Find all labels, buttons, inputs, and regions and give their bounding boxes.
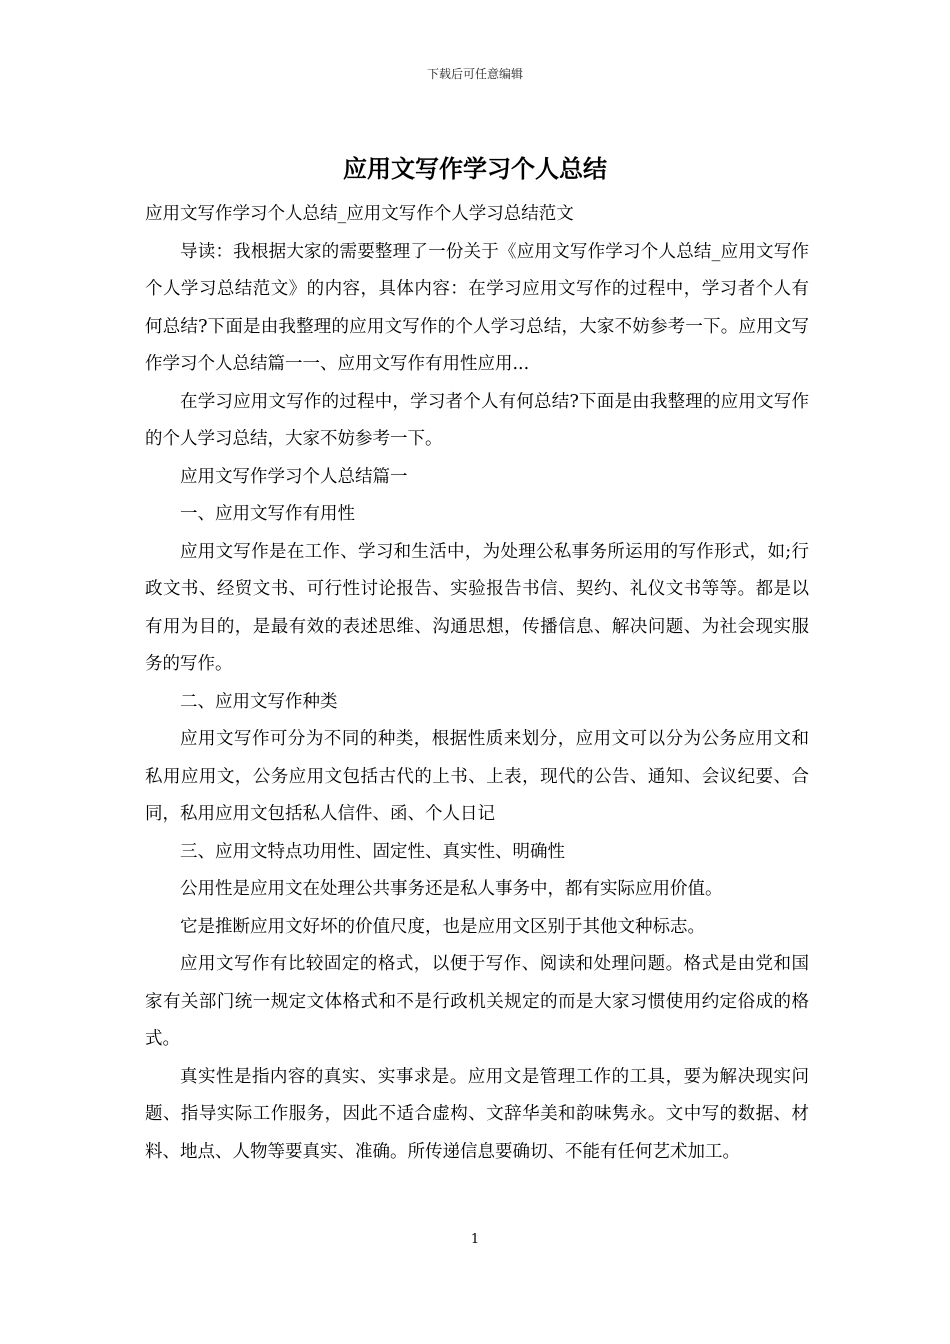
body-paragraph: 二、应用文写作种类	[180, 691, 338, 712]
header-note: 下载后可任意编辑	[426, 67, 523, 81]
document-body	[145, 196, 809, 1171]
body-paragraph: 应用文写作有比较固定的格式，以便于写作、阅读和处理问题。格式是由党和国家有关部门统一规定文体格式和不是行政机关规定的而是大家习惯使用约定俗成的格式。	[145, 954, 809, 1049]
body-paragraph: 应用文写作可分为不同的种类，根据性质来划分，应用文可以分为公务应用文和私用应用文，公务应用文包括古代的上书、上表，现代的公告、通知、会议纪要、合同，私用应用文包括私人信件、函、个人日记	[145, 729, 809, 824]
body-paragraph: 一、应用文写作有用性	[180, 504, 355, 524]
body-paragraph: 三、应用文特点功用性、固定性、真实性、明确性	[180, 841, 565, 862]
body-paragraph: 导读：我根据大家的需要整理了一份关于《应用文写作学习个人总结_应用文写作个人学习总结范文》的内容，具体内容：在学习应用文写作的过程中，学习者个人有何总结?下面是由我整理的应用文写作的个人学习总结，大家不妨参考一下。应用文写作学习个人总结篇一一、应用文写作有用性应用...	[145, 241, 809, 374]
body-paragraph: 应用文写作学习个人总结篇一	[180, 466, 408, 487]
body-paragraph: 公用性是应用文在处理公共事务还是私人事务中，都有实际应用价值。	[180, 879, 723, 899]
document-title: 应用文写作学习个人总结	[343, 154, 607, 183]
body-paragraph: 应用文写作学习个人总结_应用文写作个人学习总结范文	[145, 204, 574, 224]
body-paragraph: 在学习应用文写作的过程中，学习者个人有何总结?下面是由我整理的应用文写作的个人学习总结，大家不妨参考一下。	[145, 391, 809, 449]
body-paragraph: 应用文写作是在工作、学习和生活中，为处理公私事务所运用的写作形式，如;行政文书、经贸文书、可行性讨论报告、实验报告书信、契约、礼仪文书等等。都是以有用为目的，是最有效的表述思维、沟通思想，传播信息、解决问题、为社会现实服务的写作。	[145, 541, 809, 674]
page-number: 1	[470, 1232, 480, 1247]
body-paragraph: 真实性是指内容的真实、实事求是。应用文是管理工作的工具，要为解决现实问题、指导实际工作服务，因此不适合虚构、文辞华美和韵味隽永。文中写的数据、材料、地点、人物等要真实、准确。所传递信息要确切、不能有任何艺术加工。	[145, 1066, 809, 1162]
body-paragraph: 它是推断应用文好坏的价值尺度，也是应用文区别于其他文种标志。	[180, 916, 705, 937]
